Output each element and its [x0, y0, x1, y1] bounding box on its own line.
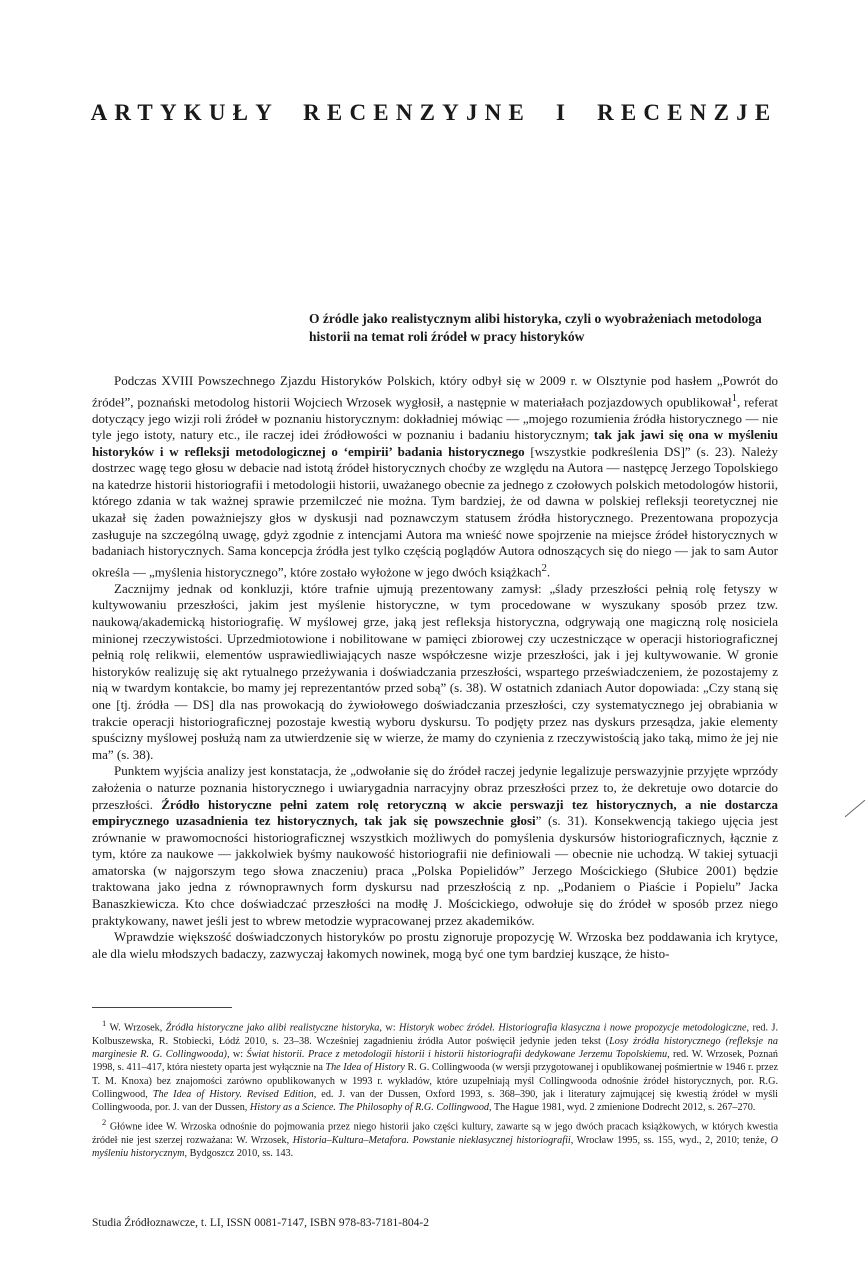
paragraph-3: Punktem wyjścia analizy jest konstatacja, że „odwołanie się do źródeł raczej jedynie legalizuje perswazyjnie przyjęte wprzódy założenia o naturze poznania historycznego i uwiarygadnia narracyjny obraz przeszłości przez to, że dekretuje owo dotarcie do przeszłości. Źródło historyczne pełni zatem rolę retoryczną w akcie perswazji tez historycznych, a nie dostarcza empirycznego uzasadnienia tez historycznych, tak jak się powszechnie głosi” (s. 31). Konsekwencją takiego ujęcia jest zrównanie w prawomocności historiograficznej wszystkich możliwych do pomyślenia dyskursów historiograficznych, łącznie z tym, które za naukowe — jakkolwiek byśmy naukowość historiografii nie definiowali — obecnie nie uchodzą. W takiej sytuacji amatorska (w najgorszym tego słowa znaczeniu) praca „Polska Popielidów” Jerzego Mościckiego (Słubice 2001) będzie traktowana jako jedna z równoprawnych form dyskursu nad przeszłością z np. „Podaniem o Piaście i Popielu” Jacka Banaszkiewicza. Kto chce doświadczać przeszłości na modłę J. Mościckiego, odwołuje się do źródeł w sposób przez niego praktykowany, nawet jeśli jest to wbrew metodzie wypracowanej przez akademików.	[92, 763, 778, 928]
paragraph-4: Wprawdzie większość doświadczonych historyków po prostu zignoruje propozycję W. Wrzoska bez poddawania ich krytyce, ale dla wielu młodszych badaczy, zazwyczaj łakomych nowinek, mogą być one tym bardziej kuszące, że histo-	[92, 929, 778, 961]
emphasis-text: Źródło historyczne pełni zatem rolę retoryczną w akcie perswazji tez historycznych, a nie dostarcza empirycznego uzasadnienia tez historycznych, tak jak się powszechnie głosi	[92, 796, 778, 829]
article-title: O źródle jako realistycznym alibi historyka, czyli o wyobrażeniach metodologa historii na temat roli źródeł w pracy historyków	[309, 311, 762, 344]
footnote-1: $^1$ W. Wrzosek, Źródła historyczne jako alibi realistyczne historyka, w: Historyk wobec źródeł. Historiografia klasyczna i nowe propozycje metodologiczne, red. J. Kolbuszewska, R. Stobiecki, Łódź 2010, s. 23–38. Wcześniej zagadnieniu źródła Autor poświęcił jedynie jeden tekst (Losy źródła historycznego (refleksje na marginesie R. G. Collingwooda), w: Świat historii. Prace z metodologii historii i historii historiografii dedykowane Jerzemu Topolskiemu, red. W. Wrzosek, Poznań 1998, s. 411–417, która niestety oparta jest wyłącznie na The Idea of History R. G. Collingwooda (w wersji przygotowanej i opublikowanej pośmiertnie w 1946 r. przez T. M. Knoxa) bez znajomości zarówno opublikowanych w 1993 r. wykładów, które uzupełniają myśl Collingwooda odnośnie źródeł historycznych, por. R.G. Collingwood, The Idea of History. Revised Edition, ed. J. van der Dussen, Oxford 1993, s. 368–390, jak i literatury zajmującej się kwestią źródeł w myśli Collingwooda, por. J. van der Dussen, History as a Science. The Philosophy of R.G. Collingwood, The Hague 1981, wyd. 2 zmienione Dodrecht 2012, s. 267–270.	[92, 1018, 779, 1114]
footnote-number: 2	[102, 1117, 107, 1128]
article-body	[92, 373, 778, 962]
section-title: ARTYKUŁY RECENZYJNE I RECENZJE	[90, 100, 778, 125]
footnote-number: 1	[102, 1018, 107, 1028]
emphasis-text: tak jak jawi się ona w myśleniu historyków i w refleksji metodologicznej o ‘empirii’ badania historycznego	[92, 427, 778, 459]
paragraph-2: Zacznijmy jednak od konkluzji, które trafnie ujmują prezentowany zamysł: „ślady przeszłości pełnią rolę fetyszy w kultywowaniu przeszłości, jakim jest myślenie historyczne, w tym procedowane w wyszukany sposób przez tzw. naukową/akademicką historiografię. W myślowej grze, jaką jest refleksja historyczna, odgrywają one magiczną rolę nosiciela minionej rzeczywistości. Uprzedmiotowione i nobilitowane w pamięci zbiorowej czy uczestniczące w operacji historiograficznej pełnią rolę relikwii, elementów usprawiedliwiających nasze współczesne wizje przeszłości, jak i jej kultywowanie. W gronie historyków realizuję się akt rytualnego przeżywania i doświadczania przeszłości, wspartego przeświadczeniem, że pozostajemy z nią w twardym kontakcie, bo mamy jej reprezentantów przed sobą” (s. 38). W ostatnich zdaniach Autor dopowiada: „Czy staną się one [tj. źródła — DS] dla nas prowokacją do żywiołowego doświadczania przeszłości, czy systematycznego jej obrabiania w trakcie operacji historiograficznej pozostaje kwestią wyboru dyskursu. To podjęty przez nas dyskurs przesądza, jakie elementy spuścizny myślowej posłużą nam za utwierdzenie się w wierze, że mamy do czynienia z rzeczywistością jako taką, mimo że jej nie ma” (s. 38).	[92, 580, 778, 762]
footnote-ref-2[interactable]: 2	[541, 561, 547, 574]
footnotes	[92, 1017, 778, 1163]
footnote-2: $^2$ Główne idee W. Wrzoska odnośnie do pojmowania przez niego historii jako części kultury, zawarte są w jego dwóch pracach książkowych, w których kwestia źródeł nie jest szerzej rozważana: W. Wrzosek, Historia–Kultura–Metafora. Powstanie nieklasycznej historiografii, Wrocław 1995, ss. 155, wyd., 2, 2010; tenże, O myśleniu historycznym, Bydgoszcz 2010, ss. 143.	[92, 1117, 778, 1160]
scan-mark	[845, 800, 866, 817]
journal-footer: Studia Źródłoznawcze, t. LI, ISSN 0081-7147, ISBN 978-83-7181-804-2	[92, 1217, 429, 1229]
footnote-ref-1[interactable]: 1	[731, 391, 737, 404]
paragraph-1: Podczas XVIII Powszechnego Zjazdu Historyków Polskich, który odbył się w 2009 r. w Olsztynie pod hasłem „Powrót do źródeł”, poznański metodolog historii Wojciech Wrzosek wygłosił, a następnie w materiałach pozjazdowych opublikował$^1$, referat dotyczący jego wizji roli źródeł w poznaniu historycznym: dokładniej mówiąc — „mojego rozumienia źródła historycznego — nie tyle jego istoty, natury etc., ile raczej idei źródłowości w poznaniu i badaniu historycznym; tak jak jawi się ona w myśleniu historyków i w refleksji metodologicznej o ‘empirii’ badania historycznego [wszystkie podkreślenia DS]” (s. 23). Należy dostrzec wagę tego głosu w debacie nad istotą źródeł historycznych choćby ze względu na Autora — następcę Jerzego Topolskiego na katedrze historii historiografii i metodologii historii, uważanego obecnie za jednego z czołowych polskich metodologów historii, którego zdania w tak ważnej sprawie przemilczeć nie można. Tym bardziej, że od dawna w polskiej refleksji teoretycznej nie ukazał się żaden poważniejszy głos w dyskusji nad poznawczym statusem źródła historycznego. Prezentowana propozycja zasługuje na szczególną uwagę, gdyż zgodnie z intencjami Autora ma wnieść nowe spojrzenie na miejsce źródeł historycznych w badaniach historycznych. Sama koncepcja źródła jest tylko częścią poglądów Autora odnoszących się do niego — jak to sam Autor określa — „myślenia historycznego”, które zostało wyłożone w jego dwóch książkach$^2$.	[92, 373, 778, 580]
footnote-divider	[92, 1007, 232, 1008]
